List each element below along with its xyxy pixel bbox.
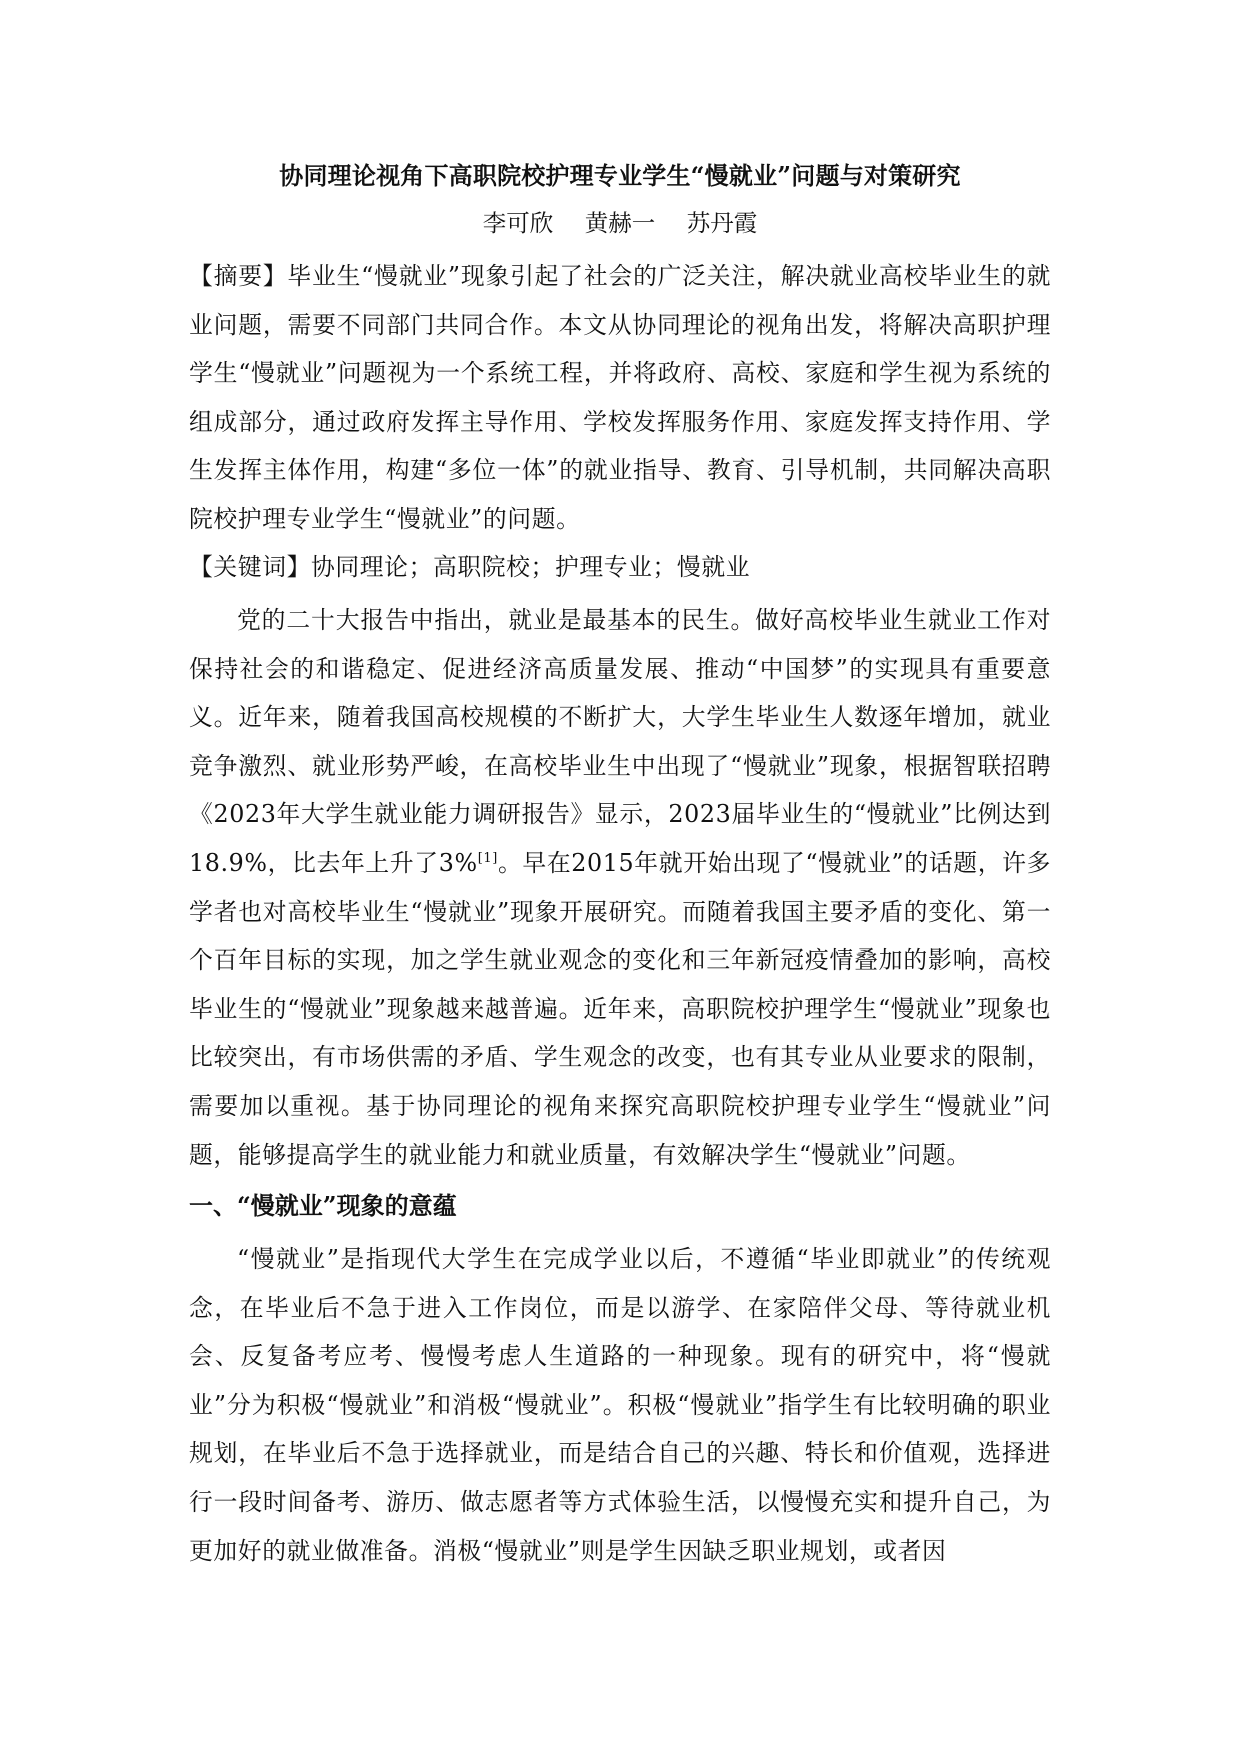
paper-title: 协同理论视角下高职院校护理专业学生“慢就业”问题与对策研究 bbox=[279, 161, 961, 190]
keywords-text: 协同理论；高职院校；护理专业；慢就业 bbox=[310, 553, 751, 581]
keywords-label: 【关键词】 bbox=[189, 553, 311, 581]
author-name: 苏丹霞 bbox=[686, 209, 758, 237]
abstract-text: 毕业生“慢就业”现象引起了社会的广泛关注，解决就业高校毕业生的就业问题，需要不同部门共同合作。本文从协同理论的视角出发，将解决高职护理学生“慢就业”问题视为一个系统工程，并将政府、高校、家庭和学生视为系统的组成部分，通过政府发挥主导作用、学校发挥服务作用、家庭发挥支持作用、学生发挥主体作用，构建“多位一体”的就业指导、教育、引导机制，共同解决高职院校护理专业学生“慢就业”的问题。 bbox=[189, 262, 1051, 533]
abstract-label: 【摘要】 bbox=[189, 262, 288, 290]
intro-paragraph bbox=[189, 596, 1051, 1179]
intro-text: 党的二十大报告中指出，就业是最基本的民生。做好高校毕业生就业工作对保持社会的和谐稳定、促进经济高质量发展、推动“中国梦”的实现具有重要意义。近年来，随着我国高校规模的不断扩大，大学生毕业生人数逐年增加，就业竞争激烈、就业形势严峻，在高校毕业生中出现了“慢就业”现象，根据智联招聘《2023年大学生就业能力调研报告》显示，2023届毕业生的“慢就业”比例达到18.9%，比去年上升了3% bbox=[189, 606, 1051, 877]
section-heading: 一、“慢就业”现象的意蕴 bbox=[189, 1191, 457, 1220]
author-name: 黄赫一 bbox=[584, 209, 656, 237]
author-list bbox=[189, 205, 1051, 241]
section-paragraph: “慢就业”是指现代大学生在完成学业以后，不遵循“毕业即就业”的传统观念，在毕业后不急于进入工作岗位，而是以游学、在家陪伴父母、等待就业机会、反复备考应考、慢慢考虑人生道路的一种现象。现有的研究中，将“慢就业”分为积极“慢就业”和消极“慢就业”。积极“慢就业”指学生有比较明确的职业规划，在毕业后不急于选择就业，而是结合自己的兴趣、特长和价值观，选择进行一段时间备考、游历、做志愿者等方式体验生活，以慢慢充实和提升自己，为更加好的就业做准备。消极“慢就业”则是学生因缺乏职业规划，或者因 bbox=[189, 1245, 1051, 1565]
citation-ref: [1] bbox=[477, 851, 498, 867]
abstract-paragraph bbox=[189, 252, 1051, 544]
intro-text-continued: 。早在2015年就开始出现了“慢就业”的话题，许多学者也对高校毕业生“慢就业”现象开展研究。而随着我国主要矛盾的变化、第一个百年目标的实现，加之学生就业观念的变化和三年新冠疫情叠加的影响，高校毕业生的“慢就业”现象越来越普遍。近年来，高职院校护理学生“慢就业”现象也比较突出，有市场供需的矛盾、学生观念的改变，也有其专业从业要求的限制，需要加以重视。基于协同理论的视角来探究高职院校护理专业学生“慢就业”问题，能够提高学生的就业能力和就业质量，有效解决学生“慢就业”问题。 bbox=[189, 848, 1051, 1169]
author-name: 李可欣 bbox=[482, 209, 554, 237]
keywords-paragraph bbox=[189, 543, 1051, 592]
